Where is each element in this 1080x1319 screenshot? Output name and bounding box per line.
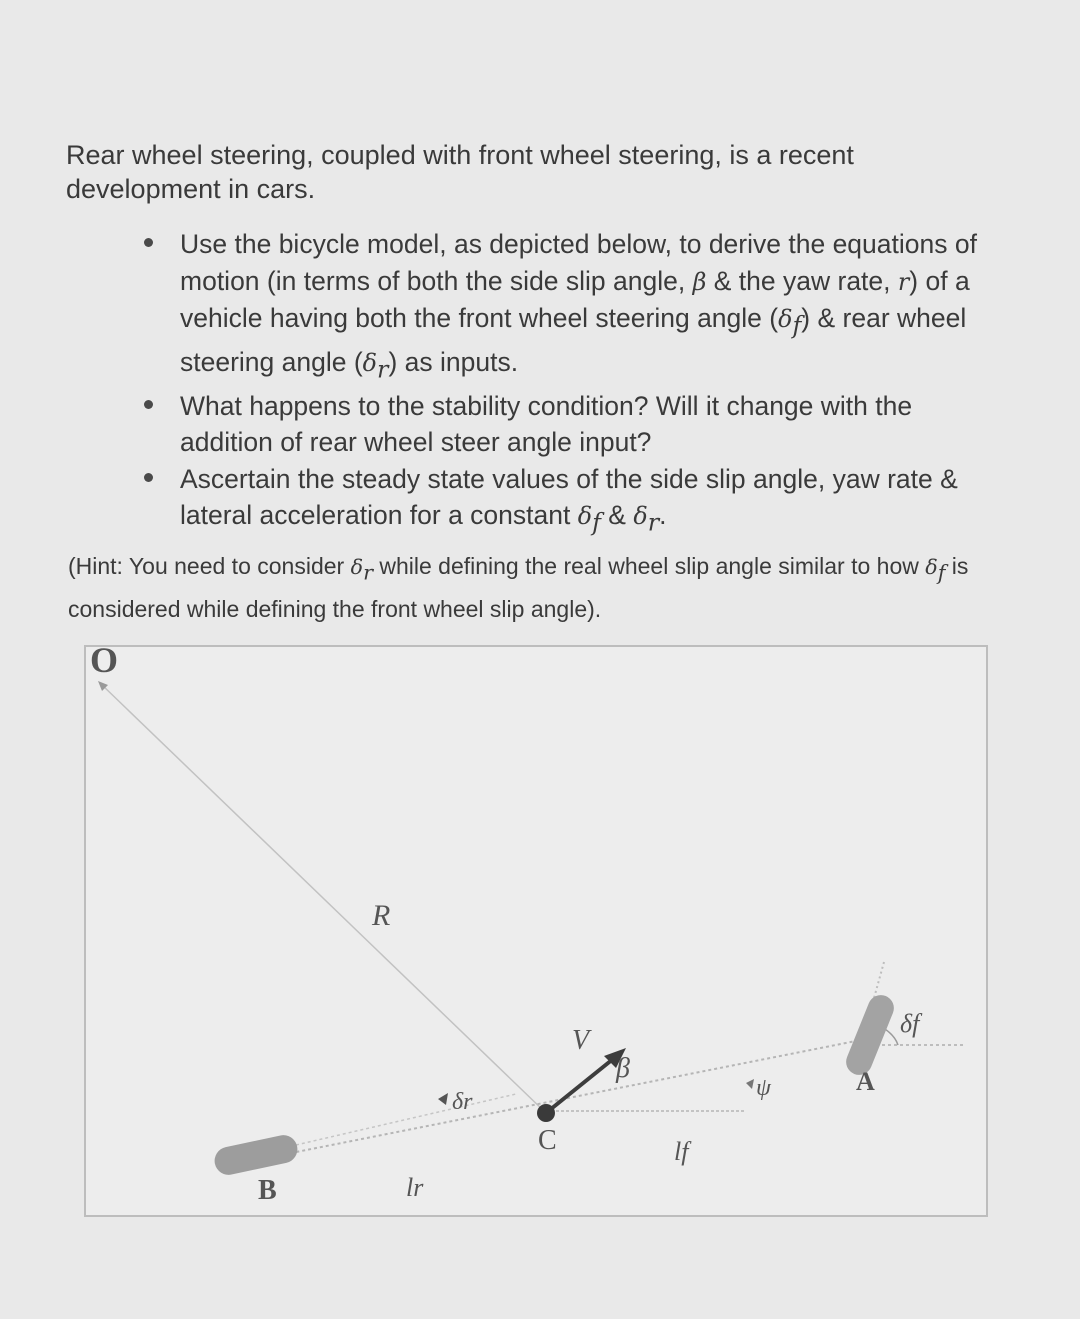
label-lf: lf (674, 1137, 689, 1166)
diagram-drawing (86, 647, 986, 1215)
center-of-mass-point (537, 1104, 555, 1122)
label-delta-f: δf (900, 1009, 920, 1038)
subscript: f (937, 560, 946, 585)
vehicle-centerline (261, 1037, 876, 1159)
label-delta-r: δr (452, 1089, 473, 1115)
question-text: Ascertain the steady state values of the side slip angle, yaw rate & lateral acceleration for a constant (180, 463, 958, 531)
question-text: . (659, 500, 667, 531)
label-beta: β (616, 1053, 630, 1084)
bullet-icon (144, 473, 153, 482)
delta-symbol: δ (577, 502, 593, 531)
rear-wheel-heading-line (296, 1094, 516, 1145)
beta-symbol: β (692, 267, 707, 296)
question-text: ) of a vehicle having both the front wheel steering angle ( (180, 265, 970, 333)
subscript: f (592, 508, 601, 537)
delta-symbol: δ (633, 502, 648, 531)
delta-symbol: δ (362, 348, 378, 377)
question-text: Use the bicycle model, as depicted below, to derive the equations of motion (in terms of both the side slip angle, (180, 229, 977, 296)
radius-line (100, 683, 546, 1113)
label-lr: lr (406, 1173, 424, 1202)
bicycle-model-diagram (84, 640, 988, 1217)
front-wheel-icon (842, 991, 898, 1079)
label-a: A (856, 1067, 875, 1096)
delta-symbol: δ (778, 305, 793, 333)
question-text: ) as inputs. (388, 346, 519, 377)
label-r: R (372, 899, 391, 932)
question-text: & the yaw rate, (706, 265, 898, 296)
subscript: r (647, 508, 660, 537)
delta-symbol: δ (350, 555, 364, 579)
question-text: ) & rear wheel steering angle ( (180, 303, 967, 377)
bullet-icon (144, 238, 153, 247)
question-text: What happens to the stability condition? Will it change with the addition of rear wheel steer angle input? (180, 390, 913, 458)
question-item-2 (140, 388, 990, 461)
intro-paragraph: Rear wheel steering, coupled with front wheel steering, is a recent development in cars. (66, 140, 854, 204)
r-symbol: r (897, 267, 910, 296)
psi-arrow-icon (746, 1079, 754, 1089)
label-o: O (90, 640, 119, 680)
bullet-icon (144, 400, 153, 409)
delta-symbol: δ (925, 555, 938, 579)
question-text: & (600, 500, 634, 531)
question-item-3 (140, 461, 990, 541)
delta-r-arrow-icon (438, 1093, 448, 1105)
label-b: B (258, 1175, 277, 1206)
hint-paragraph (68, 548, 998, 627)
label-c: C (538, 1125, 557, 1156)
label-v: V (572, 1025, 590, 1056)
subscript: f (792, 311, 802, 340)
question-item-1 (140, 226, 990, 388)
subscript: r (377, 355, 389, 384)
subscript: r (363, 560, 373, 585)
velocity-vector (546, 1055, 618, 1113)
hint-text: while defining the real wheel slip angle similar to how (372, 553, 926, 579)
label-psi: ψ (756, 1075, 771, 1101)
hint-text: (Hint: You need to consider (68, 553, 351, 579)
question-list (140, 226, 990, 541)
rear-wheel-icon (212, 1133, 300, 1178)
hint-text: is considered while defining the front wheel slip angle). (68, 553, 969, 622)
